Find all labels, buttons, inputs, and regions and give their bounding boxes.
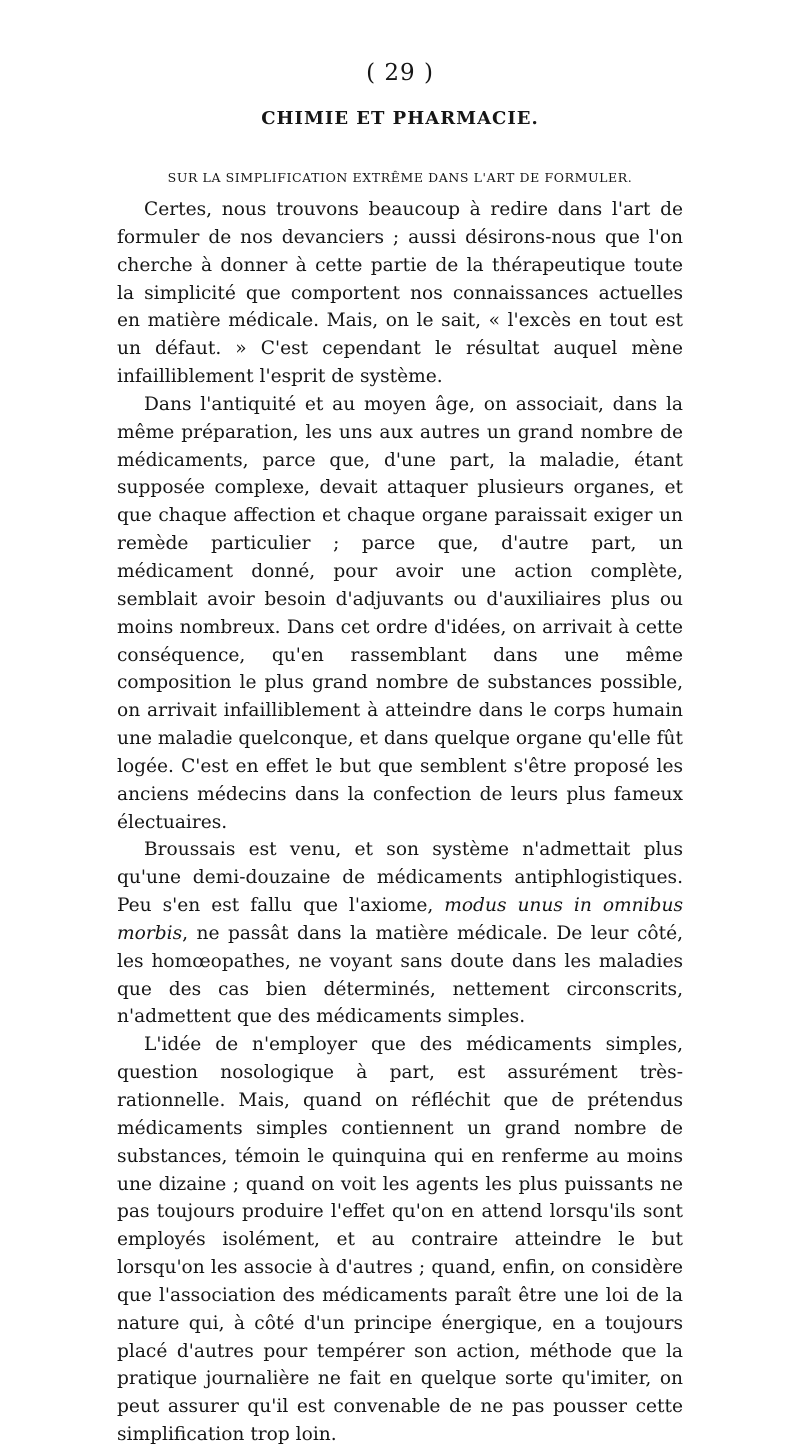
- paragraph-2: Dans l'antiquité et au moyen âge, on associait, dans la même préparation, les uns aux autres un grand nombre de médicaments, parce que, d'une part, la maladie, étant supposée complexe, devait attaquer plusieurs organes, et que chaque affection et chaque organe paraissait exiger un remède particulier ; parce que, d'autre part, un médicament donné, pour avoir une action complète, semblait avoir besoin d'adjuvants ou d'auxiliaires plus ou moins nombreux. Dans cet ordre d'idées, on arrivait à cette conséquence, qu'en rassemblant dans une même composition le plus grand nombre de substances possible, on arrivait infailliblement à atteindre dans le corps humain une maladie quelconque, et dans quelque organe qu'elle fût logée. C'est en effet le but que semblent s'être proposé les anciens médecins dans la confection de leurs plus fameux électuaires.: [117, 393, 684, 833]
- page-number: ( 29 ): [366, 60, 434, 86]
- section-title: CHIMIE ET PHARMACIE.: [261, 108, 539, 129]
- article-body: [117, 196, 683, 1449]
- article-title: SUR LA SIMPLIFICATION EXTRÊME DANS L'ART DE FORMULER.: [167, 170, 633, 185]
- paragraph-3: [117, 836, 683, 1031]
- paragraph-3-text-end: , ne passât dans la matière médicale. De leur côté, les homœopathes, ne voyant sans doute dans les maladies que des cas bien déterminés, nettement circonscrits, n'admettent que des médicaments simples.: [117, 922, 683, 1028]
- paragraph-3-text-start: Broussais est venu, et son système n'admettait plus qu'une demi-douzaine de médicaments antiphlogistiques. Peu s'en est fallu que l'axiome,: [117, 839, 683, 917]
- paragraph-4: L'idée de n'employer que des médicaments simples, question nosologique à part, est assurément très-rationnelle. Mais, quand on réfléchit que de prétendus médicaments simples contiennent un grand nombre de substances, témoin le quinquina qui en renferme au moins une dizaine ; quand on voit les agents les plus puissants ne pas toujours produire l'effet qu'on en attend lorsqu'ils sont employés isolément, et au contraire atteindre le but lorsqu'on les associe à d'autres ; quand, enfin, on considère que l'association des médicaments paraît être une loi de la nature qui, à côté d'un principe énergique, en a toujours placé d'autres pour tempérer son action, méthode que la pratique journalière ne fait en quelque sorte qu'imiter, on peut assurer qu'il est convenable de ne pas pousser cette simplification trop loin.: [117, 1034, 683, 1446]
- paragraph-1: Certes, nous trouvons beaucoup à redire dans l'art de formuler de nos devanciers ; aussi désirons-nous que l'on cherche à donner à cette partie de la thérapeutique toute la simplicité que comportent nos connaissances actuelles en matière médicale. Mais, on le sait, « l'excès en tout est un défaut. » C'est cependant le résultat auquel mène infailliblement l'esprit de système.: [117, 199, 683, 388]
- latin-axiom: modus unus in omnibus morbis: [117, 895, 683, 944]
